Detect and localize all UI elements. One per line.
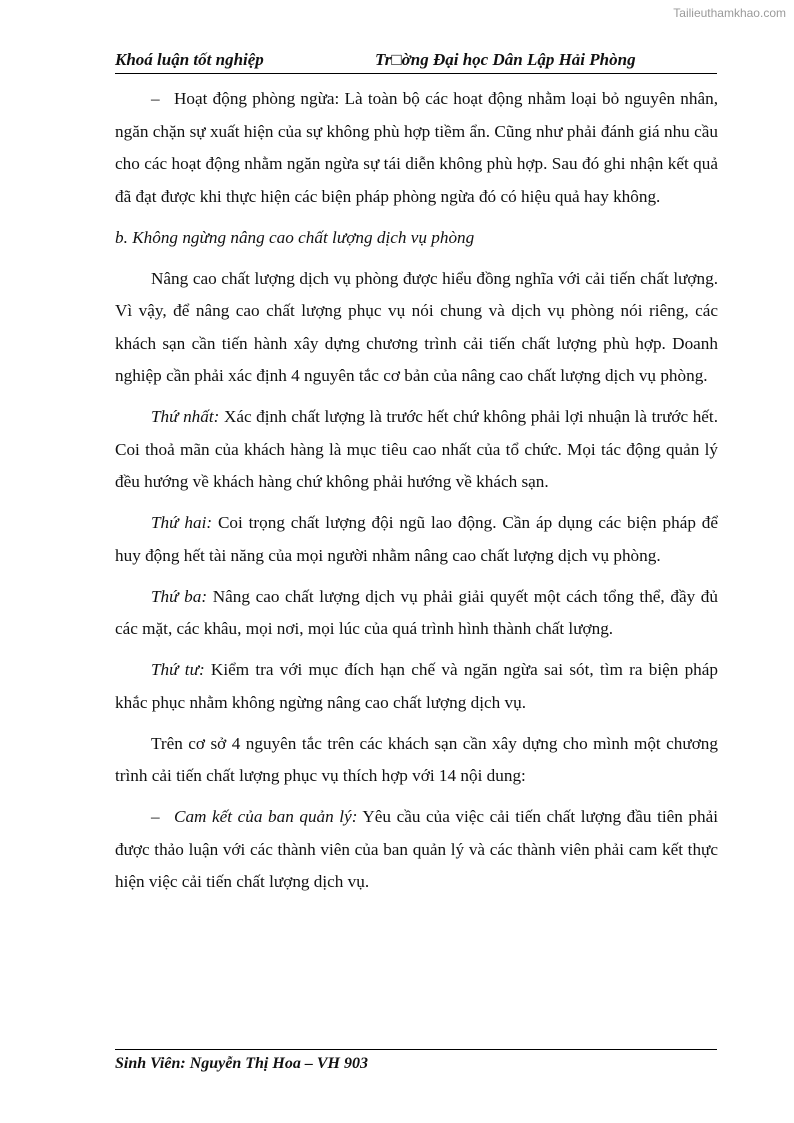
item-label: Cam kết của ban quản lý: — [174, 807, 358, 826]
paragraph-text: Yêu cầu của việc cải tiến chất lượng đầu tiên phải được thảo luận với các thành viên của ban quản lý và các thành viên phải cam kết thực hiện việc cải tiến chất lượng dịch vụ. — [115, 807, 718, 891]
section-subheading: b. Không ngừng nâng cao chất lượng dịch vụ phòng — [115, 227, 475, 247]
document-body — [115, 83, 718, 907]
paragraph-program: Trên cơ sở 4 nguyên tắc trên các khách sạn cần xây dựng cho mình một chương trình cải tiến chất lượng phục vụ thích hợp với 14 nội dung: — [115, 733, 718, 785]
watermark: Tailieuthamkhao.com — [673, 6, 786, 20]
paragraph-text: Nâng cao chất lượng dịch vụ phải giải quyết một cách tổng thể, đầy đủ các mặt, các khâu, mọi nơi, mọi lúc của quá trình hình thành chất lượng. — [115, 586, 718, 638]
page-footer: Sinh Viên: Nguyễn Thị Hoa – VH 903 — [115, 1055, 368, 1072]
principle-label: Thứ nhất: — [151, 407, 220, 426]
paragraph-prevention — [115, 83, 718, 213]
paragraph-text: Xác định chất lượng là trước hết chứ không phải lợi nhuận là trước hết. Coi thoả mãn của khách hàng là mục tiêu cao nhất của tổ chức. Mọi tác động quản lý đều hướng về khách hàng chứ không phải hướng về khách sạn. — [115, 407, 718, 491]
header-left-title: Khoá luận tốt nghiệp — [115, 50, 264, 69]
bullet-dash: – — [151, 807, 160, 826]
paragraph-text: Kiểm tra với mục đích hạn chế và ngăn ngừa sai sót, tìm ra biện pháp khắc phục nhằm không ngừng nâng cao chất lượng dịch vụ. — [115, 660, 718, 712]
bullet-dash: – — [151, 89, 160, 108]
paragraph-principle-1 — [115, 401, 718, 499]
principle-label: Thứ hai: — [151, 513, 213, 532]
principle-label: Thứ ba: — [151, 586, 208, 606]
paragraph-intro: Nâng cao chất lượng dịch vụ phòng được hiểu đồng nghĩa với cải tiến chất lượng. Vì vậy, để nâng cao chất lượng phục vụ nói chung và dịch vụ phòng nói riêng, các khách sạn cần tiến hành xây dựng chương trình cải tiến chất lượng phù hợp. Doanh nghiệp cần phải xác định 4 nguyên tắc cơ bản của nâng cao chất lượng dịch vụ phòng. — [115, 268, 718, 385]
header-right-title: Tr□ờng Đại học Dân Lập Hải Phòng — [375, 50, 636, 69]
paragraph-text: Coi trọng chất lượng đội ngũ lao động. Cần áp dụng các biện pháp để huy động hết tài năng của mọi người nhằm nâng cao chất lượng dịch vụ phòng. — [115, 513, 718, 565]
header-divider — [115, 73, 717, 74]
footer-divider — [115, 1049, 717, 1050]
paragraph-principle-4 — [115, 654, 718, 719]
principle-label: Thứ tư: — [151, 660, 205, 679]
paragraph-text: Hoạt động phòng ngừa: Là toàn bộ các hoạt động nhằm loại bỏ nguyên nhân, ngăn chặn sự xuất hiện của sự không phù hợp tiềm ẩn. Cũng như phải đánh giá nhu cầu cho các hoạt động nhằm ngăn ngừa sự tái diễn không phù hợp. Sau đó ghi nhận kết quả đã đạt được khi thực hiện các biện pháp phòng ngừa đó có hiệu quả hay không. — [115, 89, 718, 206]
paragraph-management-commitment — [115, 801, 718, 899]
paragraph-principle-2 — [115, 507, 718, 572]
paragraph-principle-3 — [115, 581, 718, 646]
